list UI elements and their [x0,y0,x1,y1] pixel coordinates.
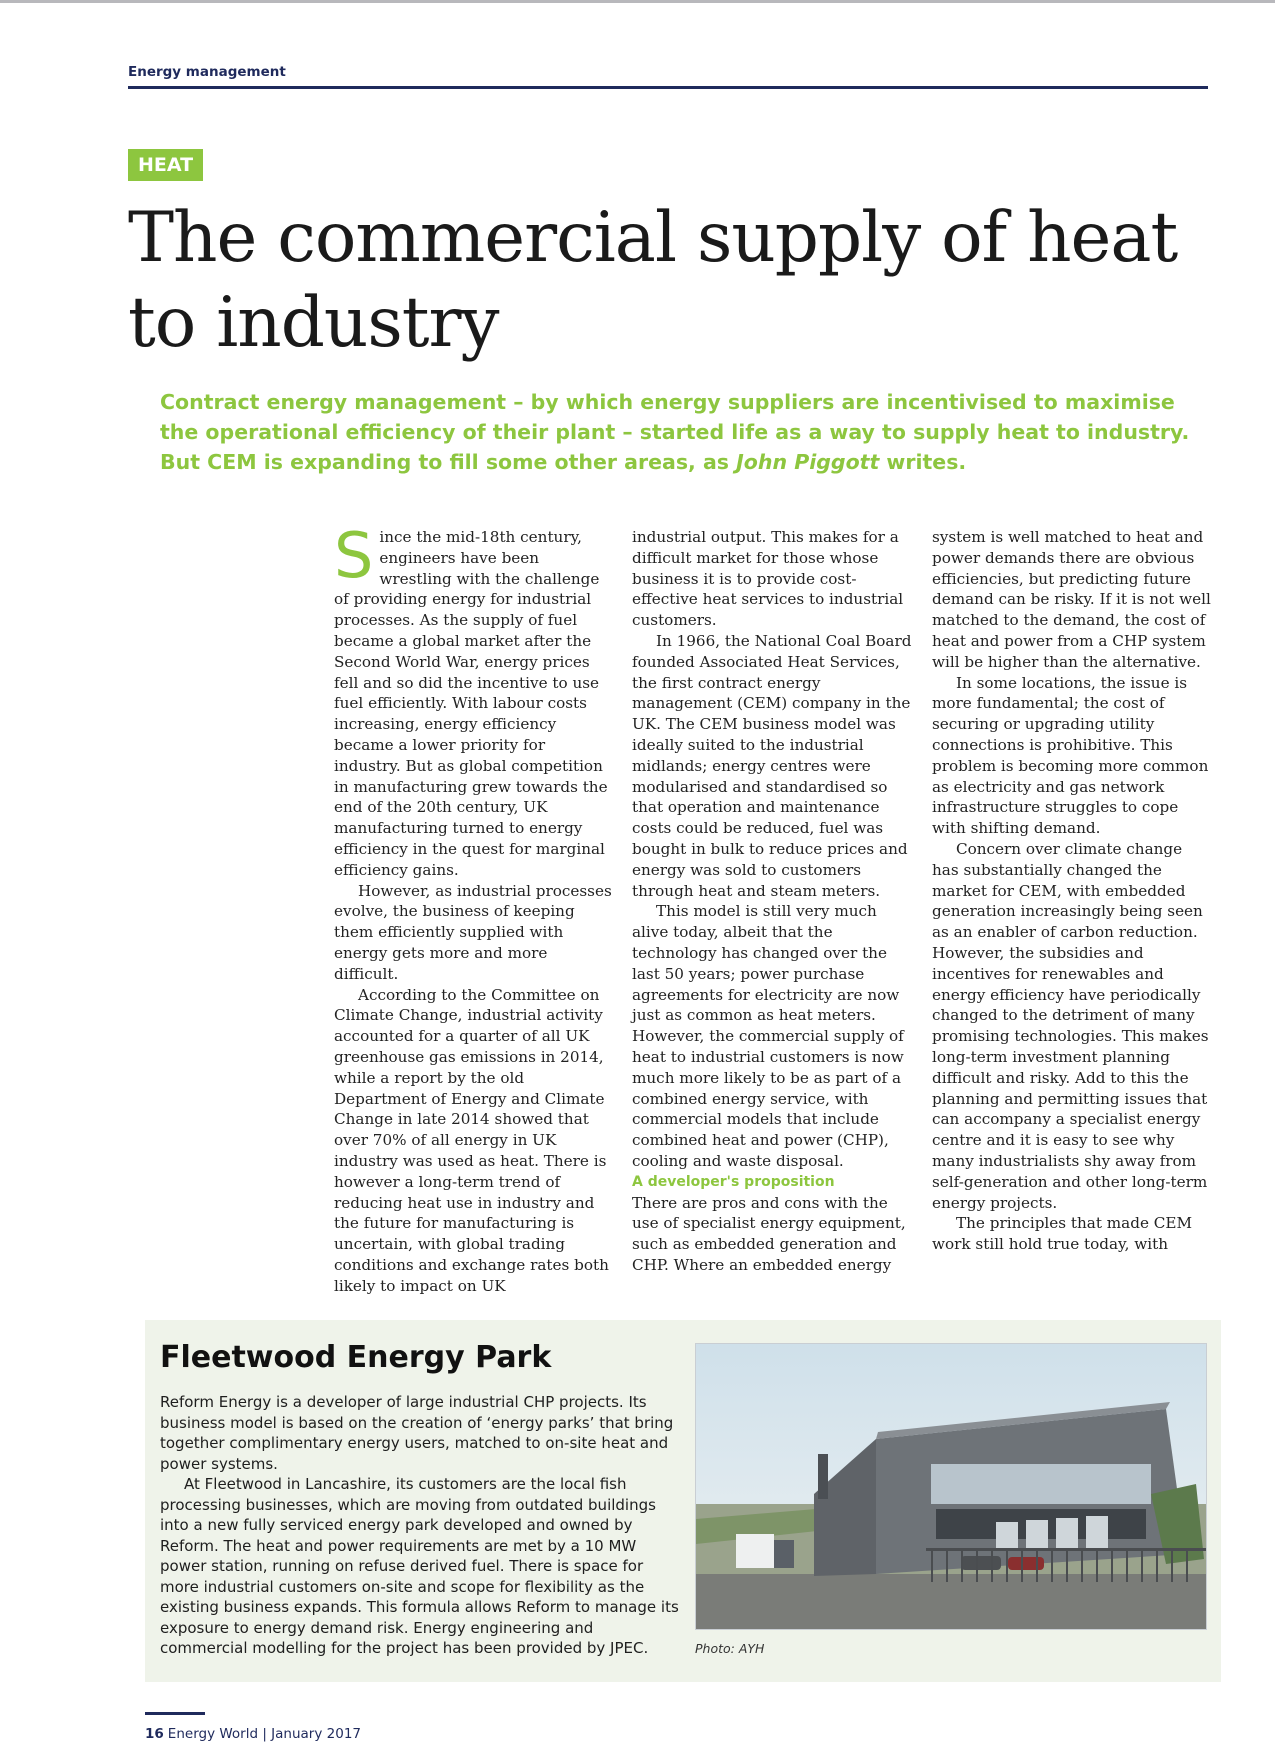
drop-cap: S [334,519,374,592]
section-label: Energy management [128,64,286,80]
article-standfirst [160,387,1210,477]
footer-rule [145,1712,205,1715]
standfirst-text: Contract energy management – by which energy suppliers are incentivised to maximise the operational efficiency of their plant – started life as a way to supply heat to industry. But CEM is expanding to fill some other areas, as [160,390,1190,474]
body-paragraph [334,519,614,881]
sidebar-paragraph: Reform Energy is a developer of large industrial CHP projects. Its business model is based on the creation of ‘energy parks’ that bring together complimentary energy users, matched to on-site heat and power systems. [160,1393,674,1473]
standfirst-end: writes. [879,450,967,474]
building-illustration [696,1344,1206,1629]
sidebar-title: Fleetwood Energy Park [160,1340,552,1375]
category-tag: HEAT [128,149,203,181]
photo-credit: Photo: AYH [695,1641,765,1656]
body-paragraph: Concern over climate change has substantially changed the market for CEM, with embedded generation increasingly being seen as an enabler of carbon reduction. However, the subsidies and incentives for renewables and energy efficiency have periodically changed to the detriment of many promising technologies. This makes long-term investment planning difficult and risky. Add to this the planning and permitting issues that can accompany a specialist energy centre and it is easy to see why many industrialists shy away from self-generation and other long-term energy projects. [932,839,1209,1212]
body-paragraph: In 1966, the National Coal Board founded Associated Heat Services, the first contract energy management (CEM) company in the UK. The CEM business model was ideally suited to the industrial midlands; energy centres were modularised and standardised so that operation and maintenance costs could be reduced, fuel was bought in bulk to reduce prices and energy was sold to customers through heat and steam meters. [632,631,912,900]
body-paragraph-text: ince the mid-18th century, engineers have been wrestling with the challenge of providing energy for industrial processes. As the supply of fuel became a global market after the Second World War, energy prices fell and so did the incentive to use fuel efficiently. With labour costs increasing, energy efficiency became a lower priority for industry. But as global competition in manufacturing grew towards the end of the 20th century, UK manufacturing turned to energy efficiency in the quest for marginal efficiency gains. [334,528,608,879]
sidebar-paragraph: At Fleetwood in Lancashire, its customers are the local fish processing businesses, which are moving from outdated buildings into a new fully serviced energy park developed and owned by Reform. The heat and power requirements are met by a 10 MW power station, running on refuse derived fuel. There is space for more industrial customers on-site and scope for flexibility as the existing business expands. This formula allows Reform to manage its exposure to energy demand risk. Energy engineering and commercial modelling for the project has been provided by JPEC. [160,1475,679,1657]
sidebar-text [160,1392,680,1659]
body-column-1 [334,519,614,1296]
publication-info: Energy World | January 2017 [167,1726,361,1742]
top-edge-line [0,0,1275,3]
energy-park-photo [695,1343,1207,1630]
body-column-2 [632,527,912,1276]
author-name: John Piggott [736,450,880,474]
body-paragraph: industrial output. This makes for a difficult market for those whose business it is to provide cost-effective heat services to industrial customers. [632,528,904,630]
section-subhead: A developer's proposition [632,1173,835,1190]
page-footer [145,1726,361,1742]
body-column-3 [932,527,1212,1255]
body-paragraph: There are pros and cons with the use of specialist energy equipment, such as embedded generation and CHP. Where an embedded energy [632,1193,906,1274]
body-paragraph: This model is still very much alive today, albeit that the technology has changed over the last 50 years; power purchase agreements for electricity are now just as common as heat meters. However, the commercial supply of heat to industrial customers is now much more likely to be as part of a combined energy service, with commercial models that include combined heat and power (CHP), cooling and waste disposal. [632,902,904,1170]
body-paragraph: system is well matched to heat and power demands there are obvious efficiencies, but predicting future demand can be risky. If it is not well matched to the demand, the cost of heat and power from a CHP system will be higher than the alternative. [932,528,1211,671]
body-paragraph: The principles that made CEM work still hold true today, with [932,1214,1193,1254]
article-headline: The commercial supply of heat to industry [128,198,1178,363]
section-rule [128,86,1208,89]
body-paragraph: However, as industrial processes evolve, the business of keeping them efficiently supplied with energy gets more and more difficult. [334,881,612,983]
body-paragraph: According to the Committee on Climate Change, industrial activity accounted for a quarter of all UK greenhouse gas emissions in 2014, while a report by the old Department of Energy and Climate Change in late 2014 showed that over 70% of all energy in UK industry was used as heat. There is however a long-term trend of reducing heat use in industry and the future for manufacturing is uncertain, with global trading conditions and exchange rates both likely to impact on UK [334,985,609,1295]
page-number: 16 [145,1726,164,1742]
body-paragraph: In some locations, the issue is more fundamental; the cost of securing or upgrading utility connections is prohibitive. This problem is becoming more common as electricity and gas network infrastructure struggles to cope with shifting demand. [932,673,1209,838]
